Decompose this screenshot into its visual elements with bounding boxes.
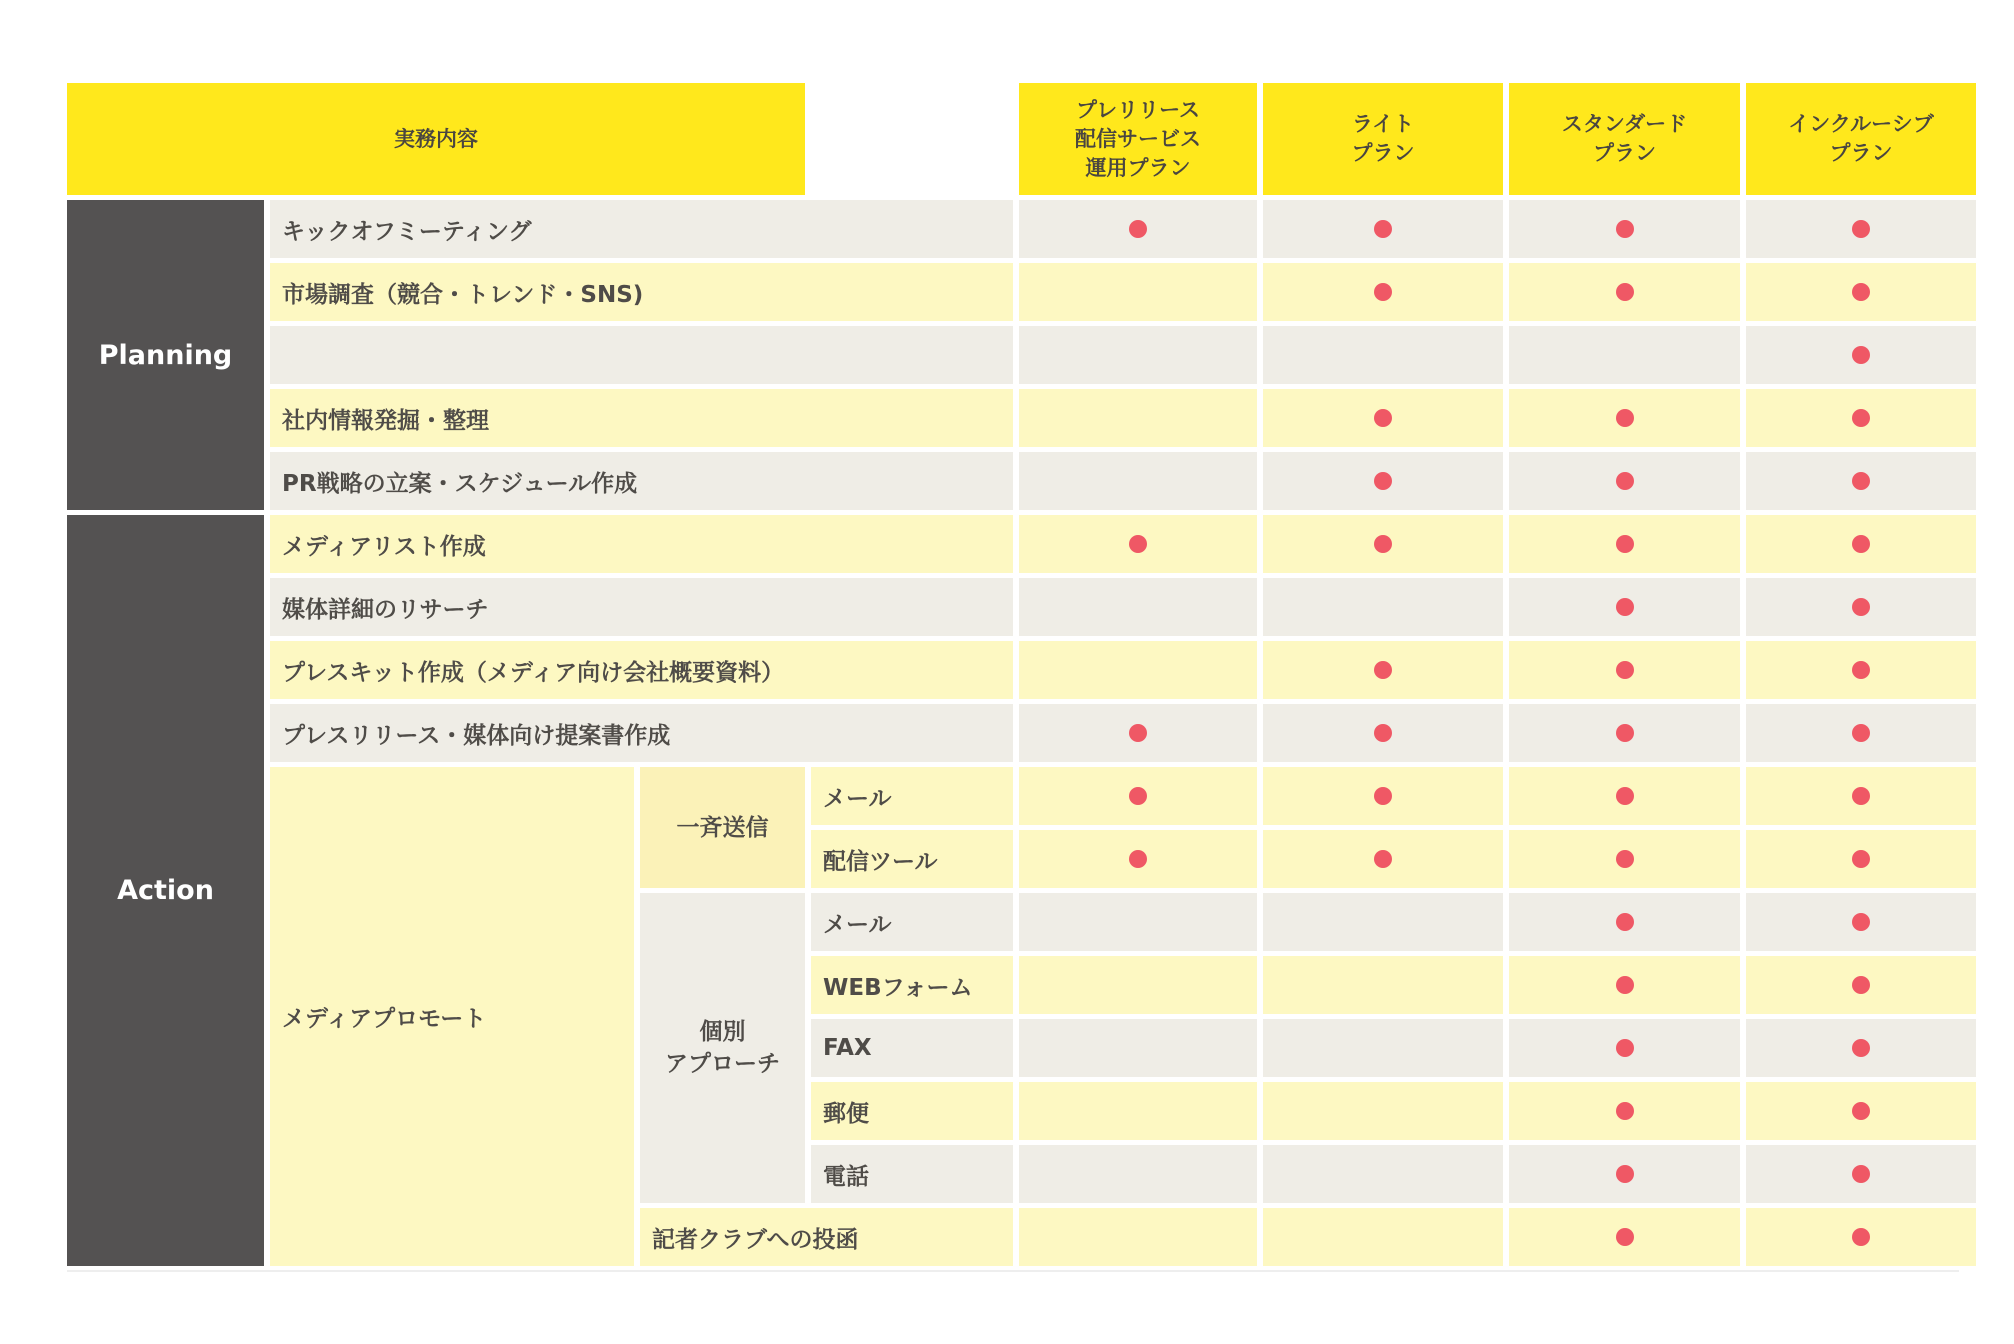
included-dot-icon: [1616, 661, 1634, 679]
method-label: 郵便: [811, 1082, 1013, 1140]
task-label: プレスリリース・媒体向け提案書作成: [270, 704, 1013, 762]
included-dot-icon: [1374, 535, 1392, 553]
task-label: [270, 326, 1013, 384]
task-label: メディアリスト作成: [270, 515, 1013, 573]
included-dot-icon: [1374, 283, 1392, 301]
included-dot-icon: [1852, 472, 1870, 490]
plan-cell-prerelease: [1019, 641, 1257, 699]
header-plan-inclusive: インクルーシブ プラン: [1746, 83, 1976, 195]
category-planning: Planning: [67, 200, 264, 510]
included-dot-icon: [1616, 976, 1634, 994]
plan-cell-light: [1263, 1082, 1503, 1140]
plan-cell-light: [1263, 767, 1503, 825]
plan-cell-inclusive: [1746, 452, 1976, 510]
plan-cell-light: [1263, 641, 1503, 699]
plan-cell-standard: [1509, 956, 1740, 1014]
plan-cell-light: [1263, 263, 1503, 321]
plan-cell-standard: [1509, 200, 1740, 258]
included-dot-icon: [1852, 409, 1870, 427]
plan-cell-standard: [1509, 1145, 1740, 1203]
individual-approach-label: 個別 アプローチ: [640, 893, 805, 1203]
plan-cell-prerelease: [1019, 1082, 1257, 1140]
included-dot-icon: [1852, 1228, 1870, 1246]
bulk-send-label: 一斉送信: [640, 767, 805, 888]
included-dot-icon: [1852, 724, 1870, 742]
plan-cell-standard: [1509, 326, 1740, 384]
plan-cell-prerelease: [1019, 956, 1257, 1014]
plan-cell-prerelease: [1019, 389, 1257, 447]
plan-cell-light: [1263, 830, 1503, 888]
header-task: 実務内容: [67, 83, 805, 195]
plan-cell-standard: [1509, 1019, 1740, 1077]
included-dot-icon: [1852, 598, 1870, 616]
plan-cell-standard: [1509, 704, 1740, 762]
included-dot-icon: [1616, 1102, 1634, 1120]
included-dot-icon: [1852, 1102, 1870, 1120]
plan-cell-standard: [1509, 641, 1740, 699]
included-dot-icon: [1374, 850, 1392, 868]
plan-cell-inclusive: [1746, 704, 1976, 762]
included-dot-icon: [1616, 1228, 1634, 1246]
header-plan-standard: スタンダード プラン: [1509, 83, 1740, 195]
included-dot-icon: [1852, 976, 1870, 994]
included-dot-icon: [1616, 598, 1634, 616]
plan-cell-standard: [1509, 830, 1740, 888]
plan-cell-light: [1263, 956, 1503, 1014]
plan-cell-inclusive: [1746, 1019, 1976, 1077]
plan-cell-inclusive: [1746, 956, 1976, 1014]
plan-cell-inclusive: [1746, 326, 1976, 384]
plan-cell-prerelease: [1019, 893, 1257, 951]
plan-cell-light: [1263, 200, 1503, 258]
plan-cell-inclusive: [1746, 1145, 1976, 1203]
plan-cell-standard: [1509, 389, 1740, 447]
plan-cell-light: [1263, 1019, 1503, 1077]
included-dot-icon: [1616, 1039, 1634, 1057]
plan-cell-prerelease: [1019, 452, 1257, 510]
plan-cell-prerelease: [1019, 1145, 1257, 1203]
plan-cell-inclusive: [1746, 389, 1976, 447]
category-action: Action: [67, 515, 264, 1266]
included-dot-icon: [1616, 913, 1634, 931]
method-label: メール: [811, 767, 1013, 825]
included-dot-icon: [1616, 850, 1634, 868]
method-label: 配信ツール: [811, 830, 1013, 888]
plan-cell-prerelease: [1019, 830, 1257, 888]
included-dot-icon: [1129, 850, 1147, 868]
task-label: キックオフミーティング: [270, 200, 1013, 258]
plan-cell-standard: [1509, 1208, 1740, 1266]
header-plan-prerelease: プレリリース 配信サービス 運用プラン: [1019, 83, 1257, 195]
included-dot-icon: [1852, 913, 1870, 931]
task-label: 媒体詳細のリサーチ: [270, 578, 1013, 636]
included-dot-icon: [1852, 787, 1870, 805]
plan-cell-prerelease: [1019, 578, 1257, 636]
plan-cell-light: [1263, 893, 1503, 951]
plan-cell-prerelease: [1019, 326, 1257, 384]
plan-cell-light: [1263, 326, 1503, 384]
plan-cell-prerelease: [1019, 704, 1257, 762]
task-label: プレスキット作成（メディア向け会社概要資料）: [270, 641, 1013, 699]
plan-cell-prerelease: [1019, 515, 1257, 573]
plan-cell-inclusive: [1746, 830, 1976, 888]
included-dot-icon: [1852, 535, 1870, 553]
plan-cell-inclusive: [1746, 515, 1976, 573]
plan-cell-light: [1263, 452, 1503, 510]
included-dot-icon: [1129, 787, 1147, 805]
plan-cell-inclusive: [1746, 641, 1976, 699]
included-dot-icon: [1852, 346, 1870, 364]
method-label: 電話: [811, 1145, 1013, 1203]
task-label: 記者クラブへの投函: [640, 1208, 1013, 1266]
included-dot-icon: [1616, 409, 1634, 427]
included-dot-icon: [1852, 1165, 1870, 1183]
plan-cell-inclusive: [1746, 200, 1976, 258]
plan-cell-inclusive: [1746, 578, 1976, 636]
plan-cell-prerelease: [1019, 1208, 1257, 1266]
included-dot-icon: [1616, 724, 1634, 742]
media-promote-label: メディアプロモート: [270, 767, 634, 1266]
plan-cell-inclusive: [1746, 893, 1976, 951]
included-dot-icon: [1374, 220, 1392, 238]
plan-comparison-table: [67, 83, 1976, 1266]
included-dot-icon: [1852, 220, 1870, 238]
plan-cell-light: [1263, 1208, 1503, 1266]
included-dot-icon: [1374, 787, 1392, 805]
table-bottom-rule: [67, 1270, 1959, 1272]
included-dot-icon: [1374, 661, 1392, 679]
plan-cell-inclusive: [1746, 263, 1976, 321]
plan-cell-standard: [1509, 767, 1740, 825]
task-label: PR戦略の立案・スケジュール作成: [270, 452, 1013, 510]
task-label: 社内情報発掘・整理: [270, 389, 1013, 447]
plan-cell-standard: [1509, 893, 1740, 951]
plan-cell-standard: [1509, 263, 1740, 321]
task-label: 市場調査（競合・トレンド・SNS): [270, 263, 1013, 321]
included-dot-icon: [1616, 1165, 1634, 1183]
included-dot-icon: [1852, 1039, 1870, 1057]
plan-cell-light: [1263, 389, 1503, 447]
plan-cell-standard: [1509, 452, 1740, 510]
plan-cell-standard: [1509, 1082, 1740, 1140]
plan-cell-light: [1263, 704, 1503, 762]
plan-cell-inclusive: [1746, 1082, 1976, 1140]
included-dot-icon: [1852, 283, 1870, 301]
method-label: WEBフォーム: [811, 956, 1013, 1014]
plan-cell-standard: [1509, 578, 1740, 636]
included-dot-icon: [1374, 472, 1392, 490]
plan-cell-standard: [1509, 515, 1740, 573]
plan-cell-prerelease: [1019, 263, 1257, 321]
included-dot-icon: [1129, 220, 1147, 238]
included-dot-icon: [1129, 724, 1147, 742]
included-dot-icon: [1852, 850, 1870, 868]
included-dot-icon: [1616, 787, 1634, 805]
plan-cell-prerelease: [1019, 200, 1257, 258]
plan-cell-light: [1263, 578, 1503, 636]
plan-cell-inclusive: [1746, 767, 1976, 825]
included-dot-icon: [1616, 472, 1634, 490]
included-dot-icon: [1616, 535, 1634, 553]
included-dot-icon: [1852, 661, 1870, 679]
included-dot-icon: [1616, 283, 1634, 301]
plan-cell-inclusive: [1746, 1208, 1976, 1266]
plan-cell-prerelease: [1019, 767, 1257, 825]
plan-cell-prerelease: [1019, 1019, 1257, 1077]
method-label: FAX: [811, 1019, 1013, 1077]
plan-cell-light: [1263, 1145, 1503, 1203]
included-dot-icon: [1374, 409, 1392, 427]
included-dot-icon: [1374, 724, 1392, 742]
header-plan-light: ライト プラン: [1263, 83, 1503, 195]
included-dot-icon: [1129, 535, 1147, 553]
plan-cell-light: [1263, 515, 1503, 573]
included-dot-icon: [1616, 220, 1634, 238]
method-label: メール: [811, 893, 1013, 951]
